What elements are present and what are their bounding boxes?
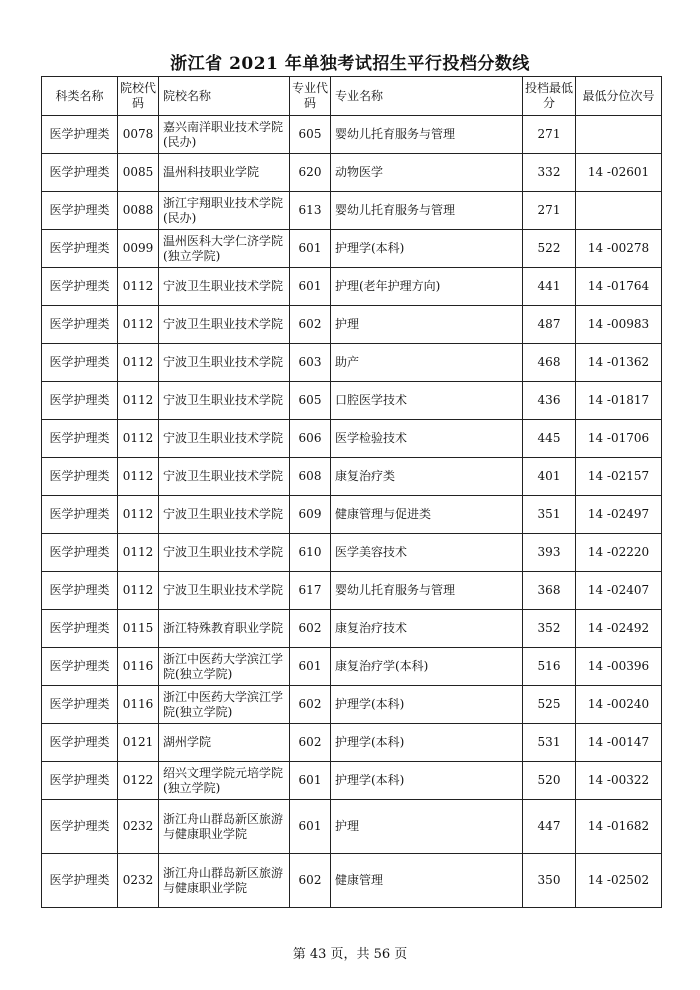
cell-min-rank <box>576 192 662 230</box>
cell-major-name: 医学检验技术 <box>331 420 523 458</box>
cell-school-name: 浙江中医药大学滨江学院(独立学院) <box>159 648 290 686</box>
table-row <box>42 420 662 458</box>
cell-major-name: 护理学(本科) <box>331 724 523 762</box>
cell-school-name: 宁波卫生职业技术学院 <box>159 306 290 344</box>
cell-category: 医学护理类 <box>42 344 118 382</box>
page-footer: 第 43 页，共 56 页 <box>292 947 408 962</box>
cell-major-name: 婴幼儿托育服务与管理 <box>331 116 523 154</box>
cell-school-name: 宁波卫生职业技术学院 <box>159 534 290 572</box>
cell-school-code: 0115 <box>118 610 159 648</box>
cell-major-code: 606 <box>290 420 331 458</box>
cell-school-name: 浙江舟山群岛新区旅游与健康职业学院 <box>159 800 290 854</box>
cell-major-code: 601 <box>290 648 331 686</box>
cell-major-name: 健康管理 <box>331 854 523 908</box>
cell-min-rank: 14 -02407 <box>576 572 662 610</box>
cell-major-code: 605 <box>290 382 331 420</box>
table-row <box>42 854 662 908</box>
cell-major-code: 602 <box>290 610 331 648</box>
table-row <box>42 686 662 724</box>
cell-school-code: 0232 <box>118 800 159 854</box>
table-row <box>42 610 662 648</box>
cell-min-score: 351 <box>523 496 576 534</box>
cell-category: 医学护理类 <box>42 154 118 192</box>
cell-major-name: 护理学(本科) <box>331 762 523 800</box>
cell-major-name: 医学美容技术 <box>331 534 523 572</box>
cell-major-name: 护理 <box>331 800 523 854</box>
cell-school-code: 0112 <box>118 458 159 496</box>
cell-school-code: 0099 <box>118 230 159 268</box>
cell-category: 医学护理类 <box>42 192 118 230</box>
cell-min-score: 531 <box>523 724 576 762</box>
header-min-rank: 最低分位次号 <box>576 77 662 116</box>
cell-min-score: 468 <box>523 344 576 382</box>
cell-school-code: 0232 <box>118 854 159 908</box>
cell-major-name: 康复治疗类 <box>331 458 523 496</box>
cell-school-name: 温州科技职业学院 <box>159 154 290 192</box>
cell-major-name: 康复治疗学(本科) <box>331 648 523 686</box>
cell-min-rank: 14 -00278 <box>576 230 662 268</box>
cell-min-score: 520 <box>523 762 576 800</box>
cell-category: 医学护理类 <box>42 534 118 572</box>
cell-min-score: 487 <box>523 306 576 344</box>
cell-category: 医学护理类 <box>42 762 118 800</box>
cell-min-rank: 14 -01682 <box>576 800 662 854</box>
cell-major-code: 617 <box>290 572 331 610</box>
cell-min-score: 368 <box>523 572 576 610</box>
cell-school-name: 绍兴文理学院元培学院(独立学院) <box>159 762 290 800</box>
cell-min-rank: 14 -02502 <box>576 854 662 908</box>
cell-school-code: 0112 <box>118 382 159 420</box>
cell-min-rank: 14 -00147 <box>576 724 662 762</box>
cell-major-name: 动物医学 <box>331 154 523 192</box>
cell-min-rank: 14 -02492 <box>576 610 662 648</box>
cell-school-name: 浙江舟山群岛新区旅游与健康职业学院 <box>159 854 290 908</box>
table-row <box>42 268 662 306</box>
table-row <box>42 116 662 154</box>
table-row <box>42 192 662 230</box>
cell-min-score: 447 <box>523 800 576 854</box>
cell-min-rank: 14 -00322 <box>576 762 662 800</box>
header-school-code: 院校代码 <box>118 77 159 116</box>
cell-school-code: 0116 <box>118 648 159 686</box>
cell-school-name: 宁波卫生职业技术学院 <box>159 344 290 382</box>
cell-min-rank: 14 -00240 <box>576 686 662 724</box>
cell-min-score: 436 <box>523 382 576 420</box>
header-major-name: 专业名称 <box>331 77 523 116</box>
cell-min-rank: 14 -01706 <box>576 420 662 458</box>
cell-min-score: 271 <box>523 192 576 230</box>
cell-major-name: 护理 <box>331 306 523 344</box>
table-row <box>42 724 662 762</box>
cell-major-code: 602 <box>290 724 331 762</box>
cell-school-code: 0112 <box>118 534 159 572</box>
cell-major-name: 助产 <box>331 344 523 382</box>
cell-school-name: 温州医科大学仁济学院(独立学院) <box>159 230 290 268</box>
table-row <box>42 800 662 854</box>
cell-major-name: 婴幼儿托育服务与管理 <box>331 572 523 610</box>
cell-min-score: 393 <box>523 534 576 572</box>
cell-major-name: 康复治疗技术 <box>331 610 523 648</box>
cell-min-score: 441 <box>523 268 576 306</box>
cell-major-code: 601 <box>290 800 331 854</box>
cell-category: 医学护理类 <box>42 230 118 268</box>
cell-category: 医学护理类 <box>42 648 118 686</box>
cell-min-rank: 14 -00396 <box>576 648 662 686</box>
cell-major-code: 605 <box>290 116 331 154</box>
cell-school-code: 0085 <box>118 154 159 192</box>
table-row <box>42 458 662 496</box>
cell-school-name: 浙江宇翔职业技术学院(民办) <box>159 192 290 230</box>
cell-min-rank: 14 -01817 <box>576 382 662 420</box>
cell-min-score: 332 <box>523 154 576 192</box>
cell-category: 医学护理类 <box>42 420 118 458</box>
cell-category: 医学护理类 <box>42 724 118 762</box>
cell-school-code: 0112 <box>118 344 159 382</box>
cell-major-code: 613 <box>290 192 331 230</box>
cell-min-score: 445 <box>523 420 576 458</box>
cell-min-score: 522 <box>523 230 576 268</box>
table-row <box>42 306 662 344</box>
cell-min-rank <box>576 116 662 154</box>
cell-min-rank: 14 -01764 <box>576 268 662 306</box>
cell-category: 医学护理类 <box>42 306 118 344</box>
cell-major-code: 608 <box>290 458 331 496</box>
cell-min-score: 352 <box>523 610 576 648</box>
header-major-code: 专业代码 <box>290 77 331 116</box>
cell-category: 医学护理类 <box>42 268 118 306</box>
table-row <box>42 762 662 800</box>
table-row <box>42 154 662 192</box>
table-row <box>42 230 662 268</box>
cell-major-name: 健康管理与促进类 <box>331 496 523 534</box>
cell-category: 医学护理类 <box>42 686 118 724</box>
cell-min-rank: 14 -02601 <box>576 154 662 192</box>
cell-school-code: 0112 <box>118 268 159 306</box>
cell-major-name: 婴幼儿托育服务与管理 <box>331 192 523 230</box>
cell-major-name: 护理学(本科) <box>331 686 523 724</box>
cell-school-name: 宁波卫生职业技术学院 <box>159 382 290 420</box>
cell-category: 医学护理类 <box>42 458 118 496</box>
cell-min-rank: 14 -02157 <box>576 458 662 496</box>
cell-school-name: 宁波卫生职业技术学院 <box>159 420 290 458</box>
cell-major-code: 602 <box>290 306 331 344</box>
cell-min-rank: 14 -00983 <box>576 306 662 344</box>
cell-school-name: 浙江中医药大学滨江学院(独立学院) <box>159 686 290 724</box>
cell-school-code: 0112 <box>118 306 159 344</box>
cell-major-code: 620 <box>290 154 331 192</box>
cell-min-score: 350 <box>523 854 576 908</box>
cell-school-code: 0121 <box>118 724 159 762</box>
cell-category: 医学护理类 <box>42 610 118 648</box>
cell-major-code: 601 <box>290 762 331 800</box>
cell-category: 医学护理类 <box>42 116 118 154</box>
table-row <box>42 572 662 610</box>
cell-major-code: 602 <box>290 686 331 724</box>
table-row <box>42 648 662 686</box>
cell-school-code: 0122 <box>118 762 159 800</box>
cell-min-score: 516 <box>523 648 576 686</box>
table-row <box>42 496 662 534</box>
cell-school-code: 0116 <box>118 686 159 724</box>
cell-min-rank: 14 -01362 <box>576 344 662 382</box>
cell-major-name: 护理(老年护理方向) <box>331 268 523 306</box>
cell-school-name: 宁波卫生职业技术学院 <box>159 572 290 610</box>
cell-min-score: 401 <box>523 458 576 496</box>
cell-min-rank: 14 -02497 <box>576 496 662 534</box>
cell-min-rank: 14 -02220 <box>576 534 662 572</box>
cell-major-code: 609 <box>290 496 331 534</box>
cell-min-score: 271 <box>523 116 576 154</box>
score-table <box>41 76 662 908</box>
table-row <box>42 534 662 572</box>
cell-school-code: 0088 <box>118 192 159 230</box>
cell-major-code: 601 <box>290 268 331 306</box>
cell-major-name: 口腔医学技术 <box>331 382 523 420</box>
header-min-score: 投档最低分 <box>523 77 576 116</box>
table-row <box>42 344 662 382</box>
cell-category: 医学护理类 <box>42 572 118 610</box>
cell-school-code: 0112 <box>118 572 159 610</box>
cell-major-code: 610 <box>290 534 331 572</box>
cell-category: 医学护理类 <box>42 854 118 908</box>
cell-category: 医学护理类 <box>42 382 118 420</box>
cell-school-code: 0078 <box>118 116 159 154</box>
header-category: 科类名称 <box>42 77 118 116</box>
cell-school-name: 宁波卫生职业技术学院 <box>159 268 290 306</box>
page-title: 浙江省 2021 年单独考试招生平行投档分数线 <box>170 54 530 74</box>
cell-category: 医学护理类 <box>42 496 118 534</box>
cell-school-name: 湖州学院 <box>159 724 290 762</box>
cell-major-code: 602 <box>290 854 331 908</box>
header-school-name: 院校名称 <box>159 77 290 116</box>
cell-school-name: 宁波卫生职业技术学院 <box>159 496 290 534</box>
cell-category: 医学护理类 <box>42 800 118 854</box>
cell-school-name: 宁波卫生职业技术学院 <box>159 458 290 496</box>
cell-major-name: 护理学(本科) <box>331 230 523 268</box>
cell-major-code: 603 <box>290 344 331 382</box>
cell-school-code: 0112 <box>118 420 159 458</box>
cell-school-name: 嘉兴南洋职业技术学院(民办) <box>159 116 290 154</box>
header-row <box>42 77 662 116</box>
table-row <box>42 382 662 420</box>
cell-min-score: 525 <box>523 686 576 724</box>
cell-school-name: 浙江特殊教育职业学院 <box>159 610 290 648</box>
cell-major-code: 601 <box>290 230 331 268</box>
cell-school-code: 0112 <box>118 496 159 534</box>
